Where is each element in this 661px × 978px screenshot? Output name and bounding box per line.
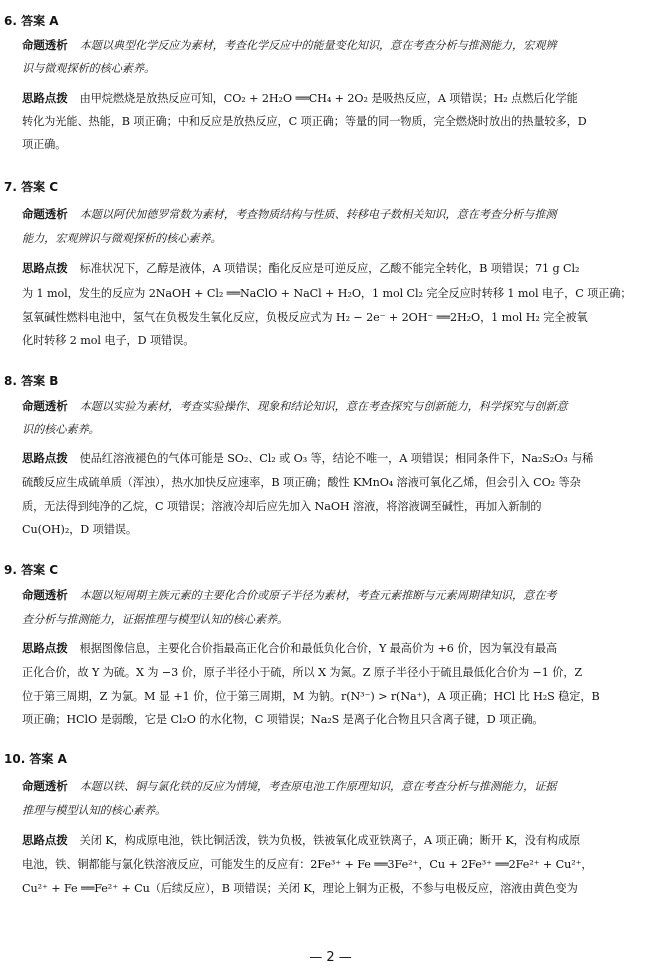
solution-line: 位于第三周期，Z 为氯。M 显 +1 价，位于第三周期，M 为钠。r(N³⁻) > r(Na⁺)，A 项正确；HCl 比 H₂S 稳定，B (22, 690, 600, 703)
analysis-line (22, 611, 288, 627)
analysis-line (22, 398, 567, 414)
analysis-line (22, 587, 556, 603)
solution-line: 质，无法得到纯净的乙烷，C 项错误；溶液冷却后应先加入 NaOH 溶液，将溶液调至碱性，再加入新制的 (22, 500, 542, 513)
solution-text: 关闭 K，构成原电池，铁比铜活泼，铁为负极，铁被氧化成亚铁离子，A 项正确；断开 K，没有构成原 (79, 834, 581, 847)
solution-tag: 思路点拨 (22, 261, 68, 275)
solution-tag: 思路点拨 (22, 833, 68, 847)
analysis-line (22, 37, 556, 53)
solution-line: 硫酸反应生成硫单质（浑浊），热水加快反应速率，B 项正确；酸性 KMnO₄ 溶液可氧化乙烯，但会引入 CO₂ 等杂 (22, 476, 581, 489)
analysis-line (22, 802, 166, 818)
answer-heading-9: 9. 答案 C (4, 563, 59, 577)
solution-line (22, 640, 557, 656)
answer-heading-10: 10. 答案 A (4, 752, 67, 766)
answer-heading-6: 6. 答案 A (4, 14, 59, 28)
solution-tag: 思路点拨 (22, 641, 68, 655)
solution-line: 为 1 mol，发生的反应为 2NaOH + Cl₂ ══NaClO + NaCl + H₂O，1 mol Cl₂ 完全反应时转移 1 mol 电子，C 项正确； (22, 287, 632, 300)
solution-line: Cu(OH)₂，D 项错误。 (22, 523, 137, 536)
analysis-text: 本题以铁、铜与氯化铁的反应为情境，考查原电池工作原理知识，意在考查分析与推测能力，证据 (79, 780, 557, 793)
analysis-line (22, 60, 155, 76)
solution-line: 正化合价，故 Y 为硫。X 为 −3 价，原子半径小于硫，所以 X 为氮。Z 原子半径小于硫且最低化合价为 −1 价，Z (22, 666, 583, 679)
solution-line (22, 832, 580, 848)
analysis-text: 查分析与推测能力，证据推理与模型认知的核心素养。 (22, 613, 289, 626)
analysis-text: 能力，宏观辨识与微观探析的核心素养。 (22, 232, 222, 245)
analysis-text: 推理与模型认知的核心素养。 (22, 804, 167, 817)
analysis-tag: 命题透析 (22, 38, 68, 52)
analysis-tag: 命题透析 (22, 399, 68, 413)
analysis-tag: 命题透析 (22, 588, 68, 602)
solution-line: 电池，铁、铜都能与氯化铁溶液反应，可能发生的反应有：2Fe³⁺ + Fe ══3Fe²⁺，Cu + 2Fe³⁺ ══2Fe²⁺ + Cu²⁺， (22, 858, 593, 871)
solution-line: 项正确；HClO 是弱酸，它是 Cl₂O 的水化物，C 项错误；Na₂S 是离子化合物且只含离子键，D 项正确。 (22, 713, 544, 726)
page-number: — 2 — (309, 950, 352, 965)
solution-tag: 思路点拨 (22, 451, 68, 465)
analysis-text: 本题以阿伏加德罗常数为素材，考查物质结构与性质、转移电子数相关知识，意在考查分析与推测 (79, 208, 557, 221)
solution-line (22, 260, 579, 276)
solution-line: 化时转移 2 mol 电子，D 项错误。 (22, 334, 195, 347)
solution-text: 由甲烷燃烧是放热反应可知，CO₂ + 2H₂O ══CH₄ + 2O₂ 是吸热反应，A 项错误；H₂ 点燃后化学能 (79, 92, 578, 105)
solution-line (22, 450, 593, 466)
analysis-text: 本题以短周期主族元素的主要化合价或原子半径为素材，考查元素推断与元素周期律知识，意在考 (79, 589, 557, 602)
analysis-tag: 命题透析 (22, 779, 68, 793)
solution-line: 氢氧碱性燃料电池中，氢气在负极发生氧化反应，负极反应式为 H₂ − 2e⁻ + 2OH⁻ ══2H₂O，1 mol H₂ 完全被氧 (22, 311, 588, 324)
solution-line: Cu²⁺ + Fe ══Fe²⁺ + Cu（后续反应），B 项错误；关闭 K，理论上铜为正极，不参与电极反应，溶液由黄色变为 (22, 882, 578, 895)
solution-text: 使品红溶液褪色的气体可能是 SO₂、Cl₂ 或 O₃ 等，结论不唯一，A 项错误；相同条件下，Na₂S₂O₃ 与稀 (79, 452, 594, 465)
analysis-line (22, 206, 556, 222)
analysis-line (22, 421, 100, 437)
analysis-tag: 命题透析 (22, 207, 68, 221)
analysis-line (22, 778, 556, 794)
solution-tag: 思路点拨 (22, 91, 68, 105)
answer-heading-7: 7. 答案 C (4, 180, 59, 194)
solution-line: 转化为光能、热能，B 项正确；中和反应是放热反应，C 项正确；等量的同一物质，完全燃烧时放出的热量较多，D (22, 115, 587, 128)
solution-line: 项正确。 (22, 138, 67, 151)
answer-heading-8: 8. 答案 B (4, 374, 59, 388)
solution-text: 根据图像信息，主要化合价指最高正化合价和最低负化合价，Y 最高价为 +6 价，因为氧没有最高 (79, 642, 558, 655)
analysis-text: 识与微观探析的核心素养。 (22, 62, 156, 75)
analysis-text: 本题以典型化学反应为素材，考查化学反应中的能量变化知识，意在考查分析与推测能力，宏观辨 (79, 39, 557, 52)
analysis-text: 本题以实验为素材，考查实验操作、现象和结论知识，意在考查探究与创新能力，科学探究与创新意 (79, 400, 568, 413)
solution-text: 标准状况下，乙醇是液体，A 项错误；酯化反应是可逆反应，乙酸不能完全转化，B 项错误；71 g Cl₂ (79, 262, 580, 275)
analysis-line (22, 230, 222, 246)
solution-line (22, 90, 578, 106)
analysis-text: 识的核心素养。 (22, 423, 100, 436)
